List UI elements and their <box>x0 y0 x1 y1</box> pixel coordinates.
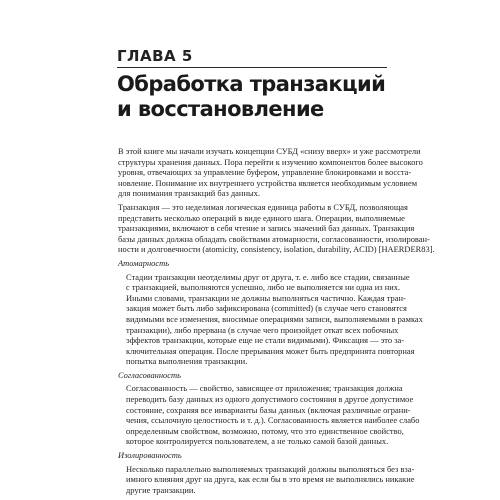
paragraph-intro <box>118 146 423 199</box>
text-line: определенным свойством, возможно, потому, что это единственное свойство, <box>126 425 404 436</box>
section-heading-isolation: Изолированность <box>118 450 182 461</box>
text-line: имного влияния друг на друга, как если бы в это время не выполнялись никакие <box>126 474 415 485</box>
paragraph-transaction-definition <box>118 201 435 255</box>
text-line: ключительная операция. После прерывания может быть предпринята повторная <box>126 345 415 356</box>
section-heading-consistency: Согласованность <box>118 369 181 380</box>
section-heading-atomicity: Атомарность <box>118 257 170 268</box>
text-line: переводить базу данных из одного допустимого состояния в другое допустимое <box>126 394 414 405</box>
text-line: с транзакцией, выполняются успешно, либо не выполняется ни одна из них. <box>126 282 401 293</box>
text-line: Стадии транзакции неотделимы друг от друга, т. е. либо все стадии, связанные <box>126 271 410 282</box>
text-line: для понимания транзакций баз данных. <box>118 188 260 199</box>
text-line: эффектов транзакции, которые еще не стали видимыми). Фиксация — это за- <box>126 335 405 346</box>
chapter-title-line-1: Обработка транзакций <box>117 72 386 96</box>
text-line: новление. Понимание их внутреннего устройства является необходимым условием <box>118 177 418 188</box>
text-line: закция может быть либо зафиксирована (committed) (в случае чего становятся <box>126 303 407 314</box>
chapter-title <box>117 72 385 122</box>
text-line: видимыми все изменения, вносимые операциями записи, выполняемыми в рамках <box>126 313 423 324</box>
text-line: структуры хранения данных. Пора перейти к изучению компонентов более высокого <box>118 156 423 167</box>
text-line: состояние, сохраняя все инварианты базы данных (включая различные ограни- <box>126 404 411 415</box>
text-line: Согласованность — свойство, зависящее от приложения; транзакция должна <box>126 383 403 394</box>
text-line: Транзакция — это неделимая логическая единица работы в СУБД, позволяющая <box>118 201 408 212</box>
text-line: чения, ссылочную целостность и т. д.). Согласованность является наиболее слабо <box>126 415 420 426</box>
text-line: базы данных должна обладать свойствами атомарности, согласованности, изолирован- <box>118 233 430 244</box>
text-line: другие транзакции. <box>126 484 196 495</box>
paragraph-consistency <box>118 383 420 447</box>
text-line: которое контролируется пользователем, а не только самой базой данных. <box>126 436 389 447</box>
body-text <box>118 146 435 495</box>
paragraph-isolation <box>118 463 415 496</box>
chapter-title-line-2: и восстановление <box>117 97 324 121</box>
text-line: транзакциями, включают в себя чтение и запись значений баз данных. Транзакция <box>118 223 415 234</box>
text-line: Иными словами, транзакции не должны выполняться частично. Каждая тран- <box>126 292 406 303</box>
paragraph-atomicity <box>118 271 423 367</box>
chapter-rule <box>117 67 387 68</box>
text-line: В этой книге мы начали изучать концепции СУБД «снизу вверх» и уже рассмотрели <box>118 146 421 156</box>
text-line: уровня, отвечающих за управление буфером, управление блокировками и восста- <box>118 167 412 178</box>
text-line: Несколько параллельно выполняемых транзакций должны выполняться без вза- <box>126 463 415 474</box>
text-line: транзакции), либо прервана (в случае чего произойдет откат всех побочных <box>126 324 399 335</box>
text-line: ности и долговечности (atomicity, consistency, isolation, durability, ACID) [HAERDER83]. <box>118 244 435 255</box>
text-line: попытка выполнения транзакции. <box>126 356 248 367</box>
text-line: представить несколько операций в виде единого шага. Операции, выполняемые <box>118 212 405 223</box>
chapter-label: ГЛАВА 5 <box>117 47 193 65</box>
